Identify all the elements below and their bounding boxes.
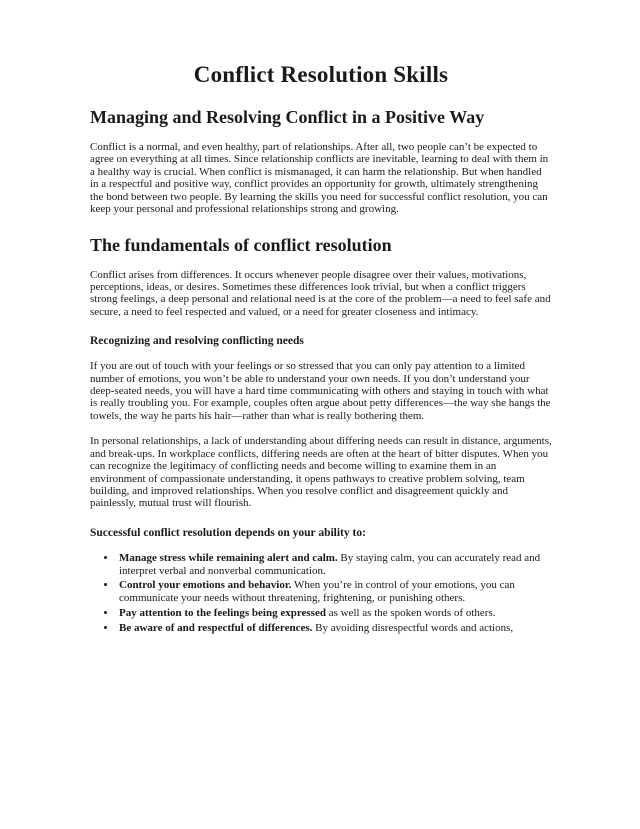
list-item-control-emotions: [117, 579, 552, 605]
paragraph-intro: Conflict is a normal, and even healthy, part of relationships. After all, two people can’t be expected to agree on everything at all times. Since relationship conflicts are inevitable, learning to deal with them in a healthy way is crucial. When conflict is mismanaged, it can harm the relationship. But when handled in a respectful and positive way, conflict provides an opportunity for growth, ultimately strengthening the bond between two people. By learning the skills you need for successful conflict resolution, you can keep your personal and professional relationships strong and growing.: [90, 141, 549, 216]
list-item-text: By avoiding disrespectful words and actions,: [312, 621, 514, 634]
list-item-text: When you’re in control of your emotions, you can communicate your needs without threatening, frightening, or punishing others.: [119, 579, 515, 605]
list-item-text: as well as the spoken words of others.: [325, 606, 496, 619]
paragraph-fundamentals: Conflict arises from differences. It occurs whenever people disagree over their values, motivations, perceptions, ideas, or desires. Sometimes these differences look trivial, but when a conflict triggers strong feelings, a deep personal and relational need is at the core of the problem—a need to feel safe and secure, a need to feel respected and valued, or a need for greater closeness and intimacy.: [90, 268, 551, 318]
list-item-lead: Control your emotions and behavior.: [119, 579, 292, 592]
list-item-lead: Be aware of and respectful of differences.: [119, 621, 313, 634]
section-heading-managing-resolving: Managing and Resolving Conflict in a Positive Way: [90, 107, 485, 127]
ability-list: [90, 552, 552, 635]
list-item-lead: Pay attention to the feelings being expressed: [119, 606, 326, 619]
subsection-heading-recognizing-needs: Recognizing and resolving conflicting needs: [90, 335, 304, 348]
list-heading-successful-resolution: Successful conflict resolution depends on your ability to:: [90, 526, 366, 539]
list-item-be-aware: [117, 622, 552, 635]
list-item-manage-stress: [117, 552, 552, 578]
section-heading-fundamentals: The fundamentals of conflict resolution: [90, 234, 392, 255]
paragraph-recognizing-2: In personal relationships, a lack of understanding about differing needs can result in distance, arguments, and break-ups. In workplace conflicts, differing needs are often at the heart of bitter disputes. When you can recognize the legitimacy of conflicting needs and become willing to examine them in an environment of compassionate understanding, it opens pathways to creative problem solving, team building, and improved relationships. When you resolve conflict and disagreement quickly and painlessly, mutual trust will flourish.: [90, 435, 552, 510]
list-item-pay-attention: [117, 607, 552, 620]
paragraph-recognizing-1: If you are out of touch with your feelings or so stressed that you can only pay attention to a limited number of emotions, you won’t be able to understand your own needs. If you don’t understand your deep-seated needs, you will have a hard time communicating with others and staying in touch with what is really troubling you. For example, couples often argue about petty differences—the way she hangs the towels, the way he parts his hair—rather than what is really bothering them.: [90, 360, 551, 422]
document-title: Conflict Resolution Skills: [193, 62, 449, 87]
list-item-text: By staying calm, you can accurately read and interpret verbal and nonverbal communication.: [119, 551, 541, 577]
list-item-lead: Manage stress while remaining alert and calm.: [119, 551, 338, 564]
